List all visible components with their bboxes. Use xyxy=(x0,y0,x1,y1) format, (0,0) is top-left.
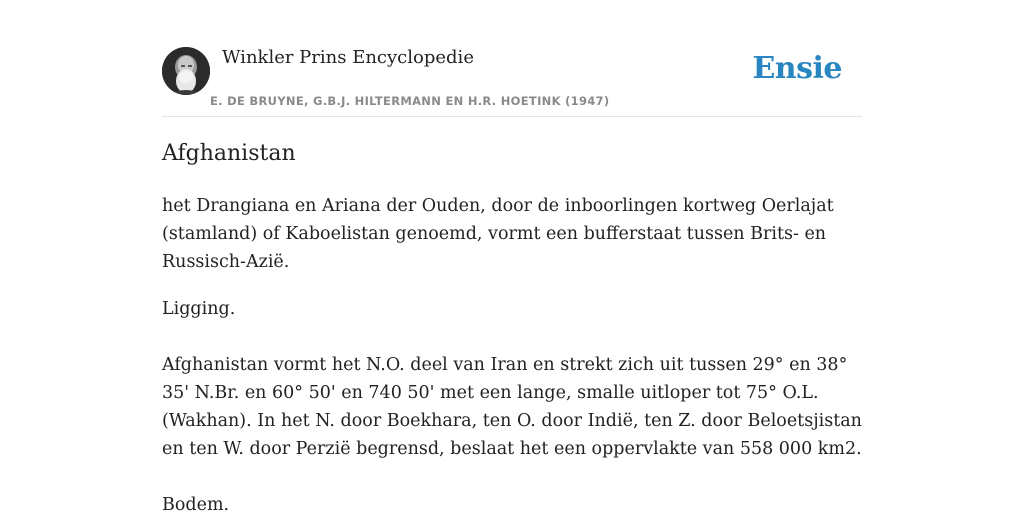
section-heading-bodem: Bodem. xyxy=(162,495,230,512)
brand-logo[interactable]: Ensie xyxy=(752,51,842,86)
article-title: Afghanistan xyxy=(162,141,296,166)
header xyxy=(162,46,862,117)
authors-byline: E. DE BRUYNE, G.B.J. HILTERMANN EN H.R. HOETINK (1947) xyxy=(210,94,610,108)
article-intro: het Drangiana en Ariana der Ouden, door de inboorlingen kortweg Oerlajat (stamland) of Kaboelistan genoemd, vormt een bufferstaat tussen Brits- en Russisch-Azië. xyxy=(162,196,834,272)
section-text-ligging: Afghanistan vormt het N.O. deel van Iran en strekt zich uit tussen 29° en 38° 35' N.Br. en 60° 50' en 740 50' met een lange, smalle uitloper tot 75° O.L. (Wakhan). In het N. door Boekhara, ten O. door Indië, ten Z. door Beloetsjistan en ten W. door Perzië begrensd, beslaat het een oppervlakte van 558 000 km2. xyxy=(162,355,862,459)
site-title[interactable]: Winkler Prins Encyclopedie xyxy=(222,47,474,68)
author-portrait-icon[interactable] xyxy=(162,47,210,95)
article-content xyxy=(162,138,862,512)
section-heading-ligging: Ligging. xyxy=(162,299,236,319)
